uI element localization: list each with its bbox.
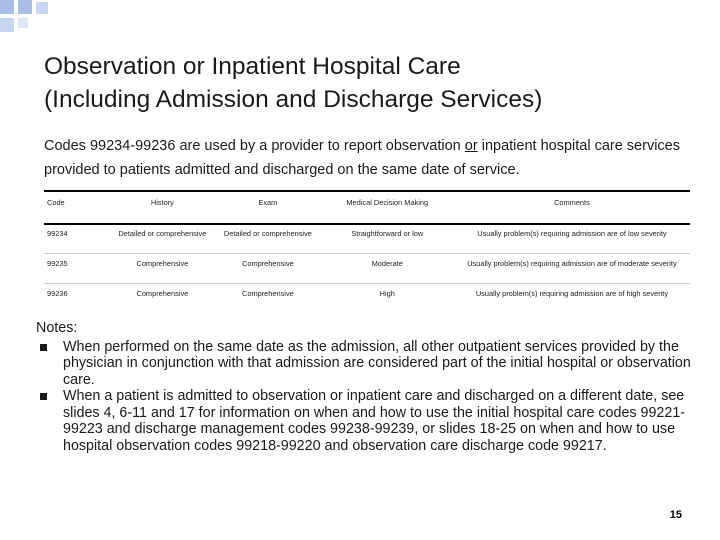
note-text: When a patient is admitted to observation or inpatient care and discharged on a different date, see slides 4, 6-11 and 17 for information on when and how to use the initial hospital care codes 99221-99223 and discharge management codes 99238-99239, or slides 18-25 on when and how to use hospital observation codes 99218-99220 and observation care discharge code 99217. (63, 388, 686, 454)
intro-paragraph (44, 134, 704, 182)
note-item (36, 388, 696, 454)
intro-text-before: Codes 99234-99236 are used by a provider to report observation (44, 138, 465, 154)
table-row (44, 254, 690, 284)
title-line-2: (Including Admission and Discharge Services) (44, 86, 543, 113)
notes-label: Notes: (36, 320, 78, 336)
table-row (44, 224, 690, 254)
header-code: Code (47, 198, 65, 207)
cell-comments: Usually problem(s) requiring admission are of low severity (454, 224, 690, 254)
notes-section (36, 320, 696, 454)
cell-comments: Usually problem(s) requiring admission are of moderate severity (454, 254, 690, 284)
cell-code: 99236 (47, 289, 68, 298)
cell-code: 99235 (44, 254, 110, 284)
slide-title (44, 50, 684, 116)
cell-history: Comprehensive (110, 254, 216, 284)
intro-text-after: inpatient hospital care services provided to patients admitted and discharged on the same date of service. (44, 138, 680, 178)
note-item (36, 339, 696, 389)
square-bullet-icon (36, 388, 63, 454)
table-row (44, 284, 690, 306)
note-text: When performed on the same date as the admission, all other outpatient services provided by the physician in conjunction with that admission are considered part of the initial hospital or observation care. (63, 338, 691, 388)
cell-exam: Comprehensive (215, 254, 321, 284)
header-comments: Comments (554, 198, 590, 207)
cell-comments: Usually problem(s) requiring admission are of high severity (475, 289, 669, 298)
cell-decision-making: High (379, 289, 395, 298)
header-medical-decision-making: Medical Decision Making (346, 198, 429, 207)
cell-exam: Comprehensive (242, 289, 294, 298)
header-exam: Exam (258, 198, 278, 207)
title-line-1: Observation or Inpatient Hospital Care (44, 53, 461, 80)
table-header-row (44, 191, 690, 224)
corner-decoration (0, 0, 60, 40)
page-number: 15 (669, 509, 682, 521)
intro-underlined-word: or (464, 138, 478, 154)
cell-history: Detailed or comprehensive (110, 224, 216, 254)
cell-decision-making: Straightforward or low (321, 224, 454, 254)
codes-table (44, 190, 690, 305)
square-bullet-icon (36, 339, 63, 389)
cell-exam: Detailed or comprehensive (215, 224, 321, 254)
cell-history: Comprehensive (136, 289, 189, 298)
cell-decision-making: Moderate (321, 254, 454, 284)
cell-code: 99234 (44, 224, 110, 254)
header-history: History (150, 198, 174, 207)
